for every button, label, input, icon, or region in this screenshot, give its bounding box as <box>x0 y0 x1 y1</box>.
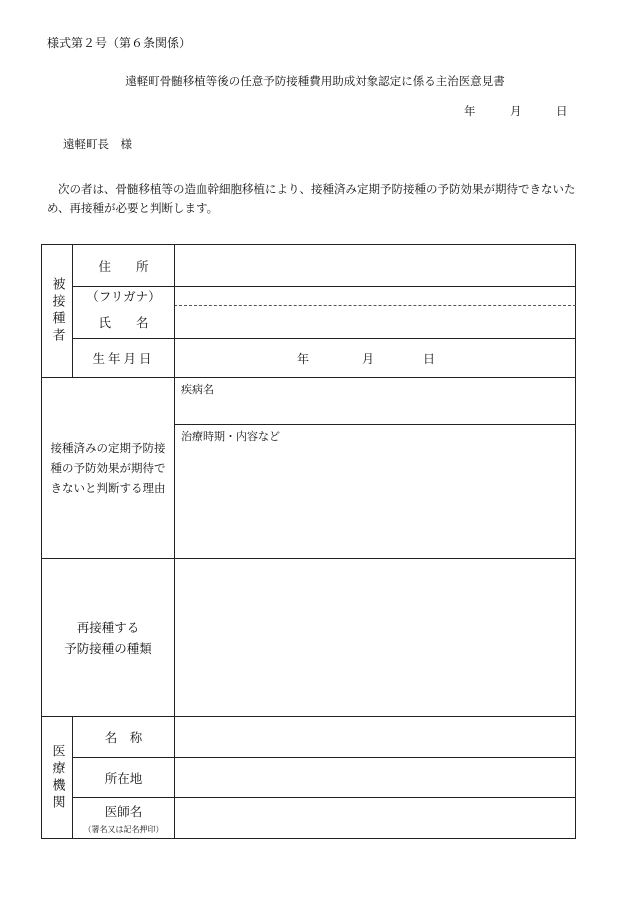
date-year-label: 年 <box>464 104 476 118</box>
doctor-name-field[interactable] <box>175 798 575 838</box>
doctor-signature-note: （署名又は記名押印） <box>83 824 164 834</box>
institution-name-field[interactable] <box>175 717 575 757</box>
address-label: 住 所 <box>98 258 149 274</box>
institution-name-label: 名 称 <box>104 730 143 745</box>
disease-field[interactable] <box>175 378 575 424</box>
name-label: 氏 名 <box>98 315 149 330</box>
name-field[interactable] <box>175 306 575 338</box>
doctor-label-cell <box>73 798 174 838</box>
birthdate-field[interactable] <box>175 339 575 377</box>
addressee: 遠軽町長 様 <box>63 137 132 151</box>
birth-day-label: 日 <box>423 352 436 366</box>
date-month-label: 月 <box>510 104 522 118</box>
vaccinee-group-label: 被接種者 <box>49 277 65 345</box>
document-title: 遠軽町骨髄移植等後の任意予防接種費用助成対象認定に係る主治医意見書 <box>125 74 505 88</box>
revaccination-field[interactable] <box>175 559 575 716</box>
reason-label: 接種済みの定期予防接 種の予防効果が期待で きないと判断する理由 <box>50 441 166 495</box>
birthdate-label: 生年月日 <box>92 351 155 366</box>
date-day-label: 日 <box>556 104 568 118</box>
treatment-field[interactable] <box>175 425 575 558</box>
doctor-name-label: 医師名 <box>104 803 143 819</box>
address-field[interactable] <box>175 245 575 286</box>
institution-location-field[interactable] <box>175 758 575 797</box>
medical-institution-group-label: 医療機関 <box>49 743 65 812</box>
statement-text: 次の者は、骨髄移植等の造血幹細胞移植により、接種済み定期予防接種の予防効果が期待できないため、再接種が必要と判断します。 <box>47 182 576 215</box>
revaccination-label: 再接種する 予防接種の種類 <box>64 619 152 656</box>
disease-label: 疾病名 <box>181 383 214 396</box>
institution-location-label: 所在地 <box>104 770 143 786</box>
treatment-label: 治療時期・内容など <box>181 430 280 443</box>
furigana-field[interactable] <box>175 287 575 305</box>
birth-year-label: 年 <box>297 352 310 366</box>
birth-month-label: 月 <box>362 352 375 366</box>
furigana-label: （フリガナ） <box>86 289 161 304</box>
form-number: 様式第２号（第６条関係） <box>47 36 192 50</box>
